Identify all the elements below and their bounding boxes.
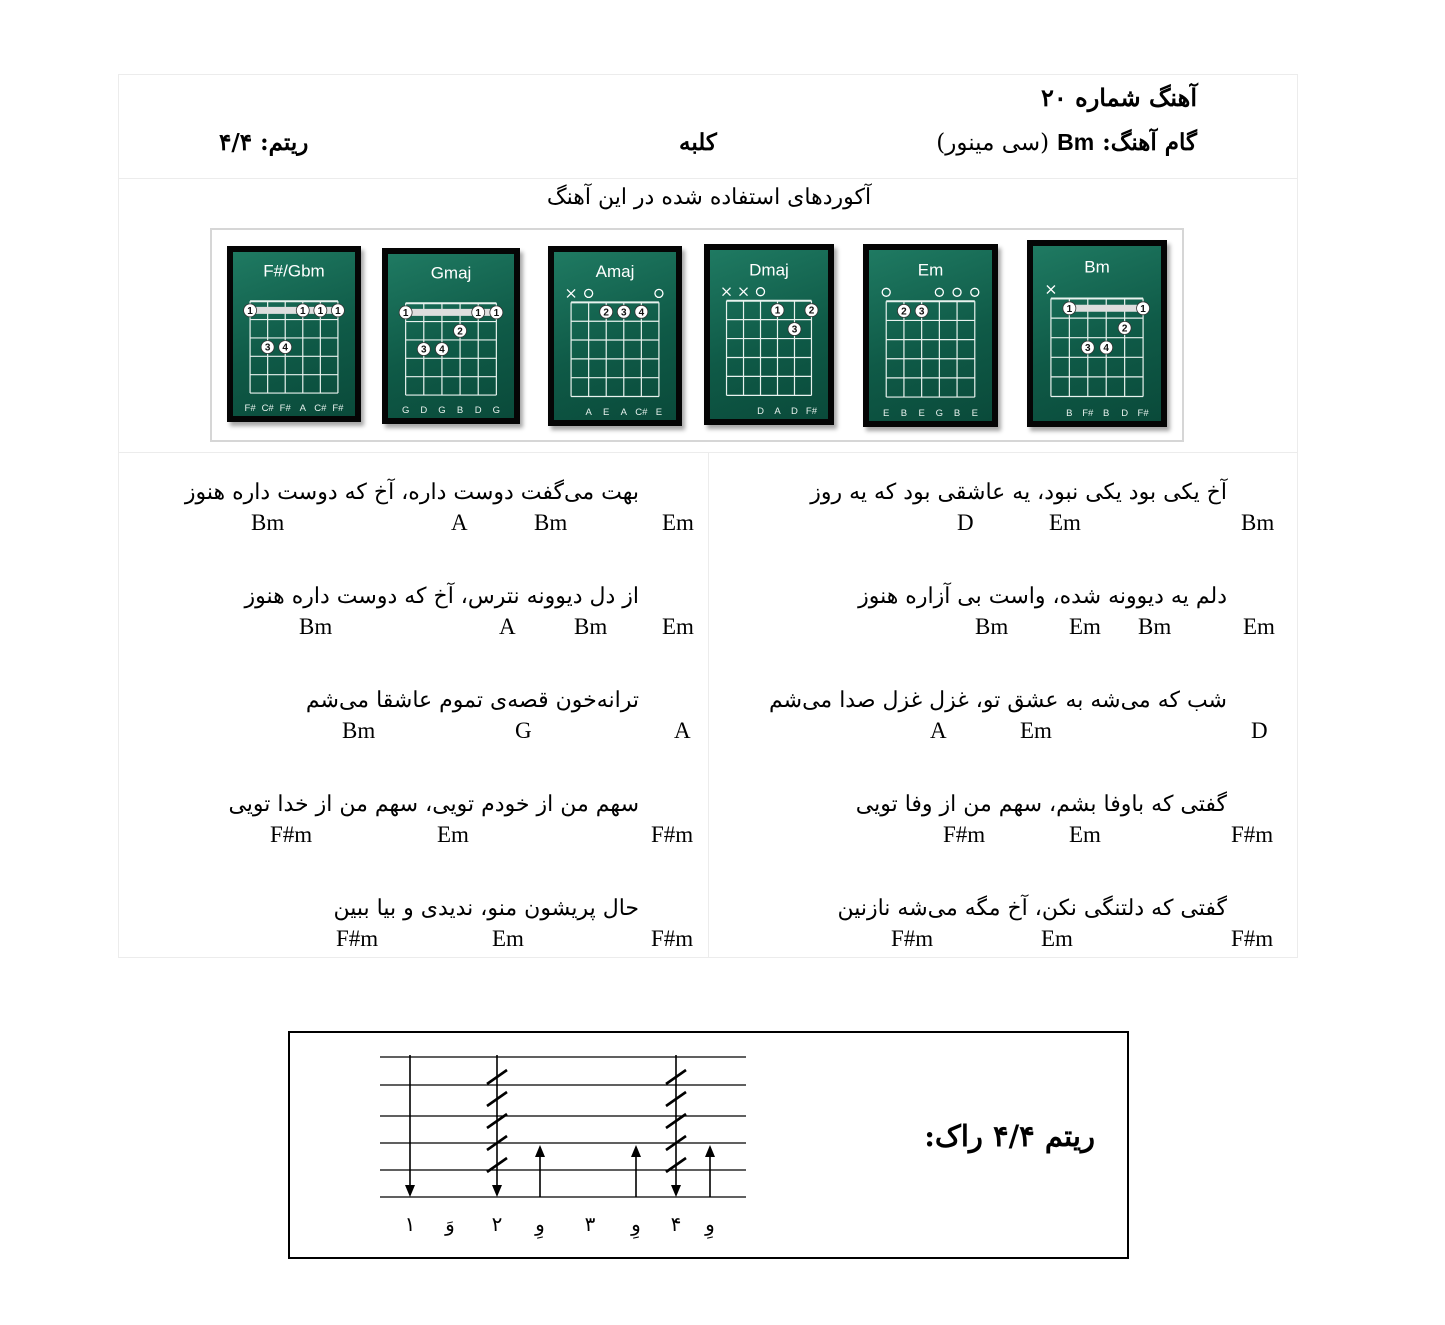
chords-heading: آکوردهای استفاده شده در این آهنگ <box>546 185 872 210</box>
lyric-text: شب که می‌شه به عشق تو، غزل غزل صدا می‌شم <box>769 688 1227 713</box>
verse-line-left <box>179 792 694 854</box>
verse-line-left <box>179 480 694 542</box>
chord-symbol: Bm <box>251 510 285 535</box>
chord-symbol: Em <box>1069 614 1101 639</box>
string-note-label: B <box>1066 408 1073 419</box>
chord-diagram-f-gbm <box>227 246 361 422</box>
lyric-text: دلم یه دیوونه شده، واست بی آزاره هنوز <box>858 584 1227 609</box>
chord-name: F#/Gbm <box>263 261 325 281</box>
chord-line <box>179 510 694 538</box>
string-note-label: A <box>299 403 306 414</box>
chord-line <box>767 510 1275 538</box>
string-note-label: F# <box>279 403 291 414</box>
svg-text:1: 1 <box>475 307 481 319</box>
chord-line <box>767 926 1274 954</box>
verse-line-left <box>179 688 691 750</box>
finger-dot <box>296 304 309 317</box>
svg-text:4: 4 <box>1103 343 1109 354</box>
chord-line <box>767 614 1275 642</box>
string-note-label: C# <box>261 403 274 414</box>
chord-symbol: D <box>957 510 974 535</box>
string-note-label: F# <box>1082 408 1094 419</box>
chord-symbol: Em <box>437 822 469 847</box>
string-note-label: F# <box>244 403 256 414</box>
chord-name: Gmaj <box>430 263 472 283</box>
svg-text:2: 2 <box>1121 323 1128 335</box>
string-note-label: E <box>655 407 663 418</box>
chord-line <box>179 718 691 746</box>
string-note-label: A <box>620 407 627 418</box>
string-note-label: G <box>492 405 501 416</box>
verse-line-right <box>767 584 1275 646</box>
chord-symbol: Bm <box>299 614 333 639</box>
chord-line <box>767 718 1268 746</box>
chord-name: Amaj <box>595 262 635 282</box>
open-string-marker <box>953 288 961 296</box>
chord-diagram-graphic <box>233 252 355 416</box>
chord-symbol: Bm <box>574 614 608 639</box>
string-note-label: G <box>438 405 446 416</box>
lyric-text: گفتی که باوفا بشم، سهم من از وفا تویی <box>855 792 1227 817</box>
chord-symbol: Bm <box>975 614 1009 639</box>
key-description: (سی مینور) <box>936 130 1050 156</box>
chord-symbol: Em <box>492 926 524 951</box>
svg-text:4: 4 <box>282 342 288 354</box>
finger-dot <box>1063 302 1076 315</box>
svg-text:1: 1 <box>317 305 324 317</box>
chord-line <box>179 822 694 850</box>
svg-text:1: 1 <box>774 305 781 317</box>
chord-symbol: F#m <box>270 822 313 847</box>
song-sheet <box>118 74 1298 958</box>
chord-name: Em <box>917 260 944 280</box>
muted-string-marker <box>1047 286 1055 294</box>
chord-diagram-gmaj <box>382 248 520 424</box>
muted-string-marker <box>723 288 731 296</box>
svg-text:1: 1 <box>300 305 306 317</box>
chord-symbol: F#m <box>943 822 986 847</box>
verse-line-right <box>767 688 1268 750</box>
chord-symbol: Bm <box>1138 614 1172 639</box>
chord-diagram-graphic <box>710 250 828 419</box>
finger-dot <box>279 341 292 354</box>
verse-line-right <box>767 480 1275 542</box>
finger-dot <box>435 343 448 356</box>
string-note-label: G <box>935 408 944 419</box>
open-string-marker <box>935 288 943 296</box>
verse-line-right <box>767 792 1274 854</box>
string-note-label: G <box>401 405 410 416</box>
chord-diagram-graphic <box>1033 246 1161 421</box>
chord-symbol: Em <box>662 510 694 535</box>
string-note-label: B <box>900 408 908 419</box>
lyric-text: حال پریشون منو، ندیدی و بیا ببین <box>333 896 639 921</box>
chord-name: Dmaj <box>749 260 789 280</box>
finger-dot <box>314 304 327 317</box>
open-string-marker <box>882 288 890 296</box>
finger-dot <box>1137 302 1150 315</box>
beat-label: وَ <box>445 1212 455 1236</box>
string-note-label: F# <box>332 403 344 414</box>
chord-symbol: A <box>499 614 516 639</box>
svg-text:2: 2 <box>603 307 609 319</box>
chord-symbol: Em <box>1041 926 1073 951</box>
open-string-marker <box>585 289 593 297</box>
chord-symbol: F#m <box>651 822 694 847</box>
string-note-label: D <box>757 406 764 417</box>
column-divider <box>708 452 709 958</box>
chord-symbol: D <box>1251 718 1268 743</box>
finger-dot <box>261 341 274 354</box>
beat-label: ۴ <box>670 1212 682 1236</box>
up-strum-arrow <box>631 1145 641 1197</box>
beat-label: وِ <box>535 1212 545 1236</box>
string-note-label: A <box>585 407 592 418</box>
lyric-text: سهم من از خودم تویی، سهم من از خدا تویی <box>228 792 639 817</box>
beat-label: وِ <box>705 1212 715 1236</box>
song-title: کلبه <box>679 129 717 156</box>
lyric-text: بهت می‌گفت دوست داره، آخ که دوست داره هنوز <box>184 480 639 505</box>
chord-symbol: F#m <box>1231 926 1274 951</box>
string-note-label: D <box>474 405 482 416</box>
svg-text:1: 1 <box>402 307 409 319</box>
string-note-label: C# <box>314 403 327 414</box>
finger-dot <box>617 305 630 318</box>
down-strum-arrow <box>666 1055 686 1197</box>
chord-symbol: Bm <box>1241 510 1275 535</box>
string-note-label: E <box>918 408 925 419</box>
svg-text:1: 1 <box>247 305 253 317</box>
svg-text:2: 2 <box>457 326 463 338</box>
rhythm-pattern-box <box>288 1031 1129 1259</box>
down-strum-arrow <box>405 1055 415 1197</box>
svg-text:3: 3 <box>918 306 925 318</box>
song-rhythm: ریتم: ۴/۴ <box>219 129 309 156</box>
chord-symbol: A <box>674 718 691 743</box>
open-string-marker <box>971 288 979 296</box>
lyric-text: از دل دیوونه نترس، آخ که دوست داره هنوز <box>244 584 639 609</box>
finger-dot <box>490 306 503 319</box>
svg-text:3: 3 <box>421 344 427 356</box>
chord-symbol: F#m <box>1231 822 1274 847</box>
chord-symbol: A <box>451 510 468 535</box>
string-note-label: F# <box>805 406 818 417</box>
chord-symbol: Em <box>1020 718 1052 743</box>
string-note-label: E <box>883 408 890 419</box>
finger-dot <box>331 304 344 317</box>
svg-text:2: 2 <box>808 305 815 317</box>
chord-diagram-bm <box>1027 240 1167 427</box>
chord-symbol: Em <box>1243 614 1275 639</box>
finger-dot <box>244 304 257 317</box>
chord-diagram-graphic <box>554 252 676 420</box>
up-strum-arrow <box>705 1145 715 1197</box>
lyric-text: آخ یکی بود یکی نبود، یه عاشقی بود که یه روز <box>810 480 1227 505</box>
chord-symbol: F#m <box>891 926 934 951</box>
svg-text:3: 3 <box>1085 343 1091 354</box>
chord-symbol: F#m <box>651 926 694 951</box>
string-note-label: A <box>774 406 781 417</box>
chord-symbol: Em <box>662 614 694 639</box>
svg-text:3: 3 <box>621 307 627 319</box>
finger-dot <box>1100 341 1113 354</box>
beat-label: ۳ <box>584 1212 596 1236</box>
string-note-label: B <box>953 408 961 419</box>
string-note-label: E <box>971 408 978 419</box>
chord-line <box>767 822 1274 850</box>
string-note-label: D <box>791 406 798 417</box>
svg-text:3: 3 <box>791 324 798 336</box>
chord-symbol: A <box>930 718 947 743</box>
chord-name: Bm <box>1084 257 1110 277</box>
open-string-marker <box>757 288 765 296</box>
chord-diagram-amaj <box>548 246 682 426</box>
string-note-label: D <box>420 405 428 416</box>
song-number: آهنگ شماره ۲۰ <box>1041 83 1197 112</box>
key-label: گام آهنگ: <box>1102 129 1197 156</box>
chord-diagram-panel <box>210 228 1184 442</box>
string-note-label: F# <box>1137 408 1149 419</box>
string-note-label: B <box>1103 408 1110 419</box>
verse-line-left <box>179 584 694 646</box>
chord-line <box>179 614 694 642</box>
barre-bar <box>1069 305 1143 312</box>
chord-diagram-graphic <box>388 254 514 418</box>
finger-dot <box>897 304 910 317</box>
song-key <box>936 129 1197 156</box>
svg-text:1: 1 <box>493 307 500 319</box>
string-note-label: B <box>456 405 464 416</box>
finger-dot <box>600 305 613 318</box>
finger-dot <box>454 324 467 337</box>
chord-diagram-graphic <box>869 250 992 421</box>
lyric-text: ترانه‌خون قصه‌ی تموم عاشقا می‌شم <box>305 688 639 713</box>
finger-dot <box>915 304 928 317</box>
muted-string-marker <box>740 288 748 296</box>
finger-dot <box>635 305 648 318</box>
string-note-label: D <box>1121 408 1129 419</box>
verse-line-left <box>179 896 694 958</box>
finger-dot <box>417 343 430 356</box>
chord-symbol: F#m <box>336 926 379 951</box>
svg-text:2: 2 <box>901 306 907 318</box>
finger-dot <box>788 323 801 336</box>
rhythm-pattern-label: ریتم ۴/۴ راک: <box>924 1119 1095 1153</box>
chord-diagram-dmaj <box>704 244 834 425</box>
muted-string-marker <box>567 289 575 297</box>
beat-label: ۱ <box>404 1212 416 1236</box>
chord-symbol: Bm <box>342 718 376 743</box>
svg-text:1: 1 <box>1140 303 1146 315</box>
svg-text:1: 1 <box>1066 303 1073 315</box>
chord-symbol: Em <box>1049 510 1081 535</box>
chord-symbol: Em <box>1069 822 1101 847</box>
chord-symbol: Bm <box>534 510 568 535</box>
chord-symbol: G <box>515 718 532 743</box>
up-strum-arrow <box>535 1145 545 1197</box>
finger-dot <box>805 304 818 317</box>
finger-dot <box>399 306 412 319</box>
header-divider <box>119 178 1297 179</box>
chord-line <box>179 926 694 954</box>
open-string-marker <box>655 289 663 297</box>
svg-text:4: 4 <box>638 307 645 319</box>
lyric-text: گفتی که دلتنگی نکن، آخ مگه می‌شه نازنین <box>837 896 1227 921</box>
finger-dot <box>472 306 485 319</box>
string-note-label: E <box>603 407 610 418</box>
beat-label: وِ <box>631 1212 641 1236</box>
svg-text:3: 3 <box>264 342 271 354</box>
beat-label: ۲ <box>491 1212 503 1236</box>
verse-line-right <box>767 896 1274 958</box>
svg-text:4: 4 <box>439 344 445 356</box>
chord-diagram-em <box>863 244 998 427</box>
svg-text:1: 1 <box>335 305 341 317</box>
finger-dot <box>1118 321 1131 334</box>
key-name: Bm <box>1057 129 1095 155</box>
string-note-label: C# <box>635 407 648 418</box>
finger-dot <box>771 304 784 317</box>
finger-dot <box>1081 341 1094 354</box>
down-strum-arrow <box>487 1055 507 1197</box>
